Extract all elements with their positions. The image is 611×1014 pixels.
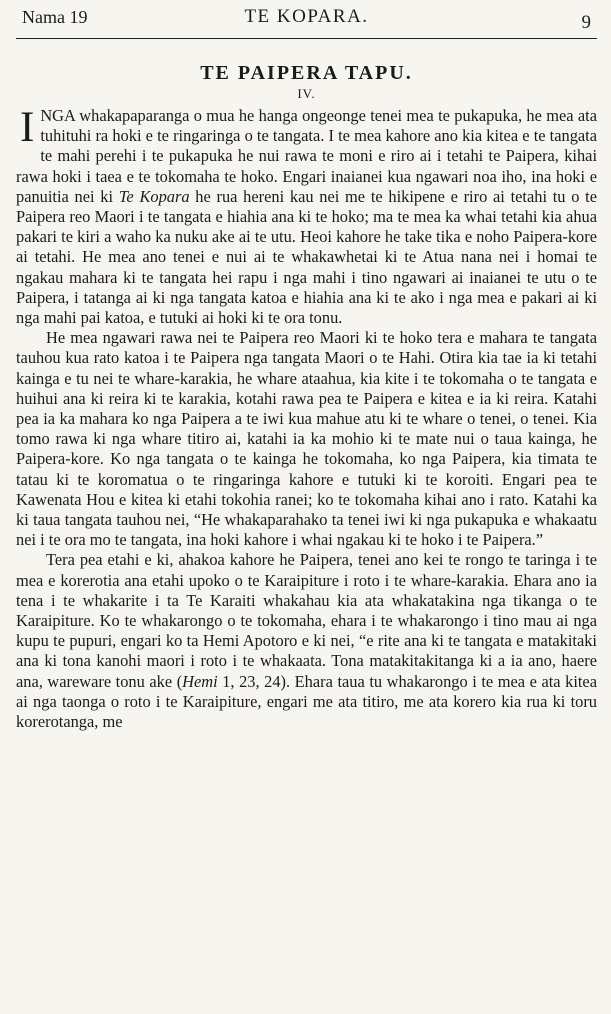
paragraph-1-text-a: NGA whakapaparanga o mua he hanga ongeonge tenei mea te pukapuka, he mea ata tuhituhi ra hoki e te ringaringa o te tangata. I te mea kahore ano kia kitea e te tangata te mahi perehi i te pukapuka he nui rawa te moni e riro ai i tetahi te Paipera, kihai rawa hoki i taea e te tokomaha te hoko. Engari inaianei kua ngawari noa iho, ina hoki e panuitia nei ki: [16, 106, 597, 206]
page-number: 9: [581, 12, 591, 33]
article-part: IV.: [297, 86, 316, 101]
article-title: TE PAIPERA TAPU.: [200, 62, 413, 84]
paragraph-3: [16, 550, 597, 732]
journal-title: TE KOPARA.: [244, 6, 369, 27]
article-body: [16, 106, 597, 732]
paragraph-1-italic: Te Kopara: [118, 186, 190, 206]
paragraph-1: [16, 106, 597, 328]
paragraph-1-text-b: he rua hereni kau nei me te hikipene e riro ai tetahi tu o te Paipera reo Maori i te tangata e hiahia ana ki te hoko; ma te mea ka whai tetahi kia ahua pakari te kiri a waho ka nuku ake ai te utu. Heoi kahore he take tika e noho Paipera-kore ai tetahi. He mea ano tenei e nui ai te whakawhetai ki te Atua nana nei i homai te ngakau mahara ki te tangata hei rapu i nga mahi i tino ngawari ai inaianei te utu o te Paipera, i tatanga ai ki nga tangata katoa e hiahia ana ki te ako i nga mea e pakari ai ki nga mahi pai katoa, e tutuki ai hoki ki te ora tonu.: [16, 186, 598, 328]
paragraph-3-text-b: 1, 23, 24). Ehara taua tu whakarongo i te mea e ata kitea ai nga taonga o roto i te Karaipiture, engari me ata titiro, me ata korero kia rua ki toru korerotanga, me: [16, 671, 597, 732]
paragraph-3-text-a: Tera pea etahi e ki, ahakoa kahore he Paipera, tenei ano kei te rongo te taringa i te mea e korerotia ana etahi upoko o te Karaipiture i roto i te whare-karakia. Ehara ano ia tena i te whakarite i ta Te Karaiti whakahau kia ata whakatakina nga tikanga o te Karaipiture. Ko te whakarongo o te tokomaha, ehara i te whakarongo i tino mau ai nga kupu te pupuri, engari ko ta Hemi Apotoro e ki nei, “e rite ana ki te tangata e matakitaki ana ki tona kanohi maori i roto i te whakaata. Tona matakitakitanga ki a ia ano, haere ana, wareware tonu ake (: [16, 550, 597, 691]
drop-cap: I: [20, 104, 35, 151]
paragraph-3-italic: Hemi: [182, 671, 218, 691]
running-header: [16, 0, 597, 33]
paragraph-2: He mea ngawari rawa nei te Paipera reo Maori ki te hoko tera e mahara te tangata tauhou kua rato katoa i te Paipera nga tangata Maori o te Hahi. Otira kia tae ia ki tetahi kainga e tu nei te whare-karakia, he whare ataahua, kia kite i te tokomaha o te tangata e huihui ana ki reira ki te karakia, kotahi rawa pea te Paipera e kitea e ia ki reira. Katahi pea ia ka mahara ko nga Paipera a te iwi kua mahue atu ki te whare o tenei, o tenei. Kia tomo rawa ki nga whare titiro ai, katahi ia ka mohio ki te mate nui o taua kainga, he Paipera-kore. Ko nga tangata o te kainga he tokomaha, ko nga Paipera, kia timata te tatau ki te koromatua o te ringaringa kahore e tutuki ki te koroiti. Engari pea te Kawenata Hou e kitea ki etahi tokohia ranei; ko te tokomaha kihai ano i rato. Katahi ka ki taua tangata tauhou nei, “He whakaparahako ta tenei iwi ki nga pukapuka e whakaatu nei i te ora mo te tangata, ina hoki kahore i whai ngakau ki te hoko i te Paipera.”: [16, 328, 597, 550]
header-rule: [16, 38, 597, 39]
issue-number: Nama 19: [22, 7, 88, 27]
